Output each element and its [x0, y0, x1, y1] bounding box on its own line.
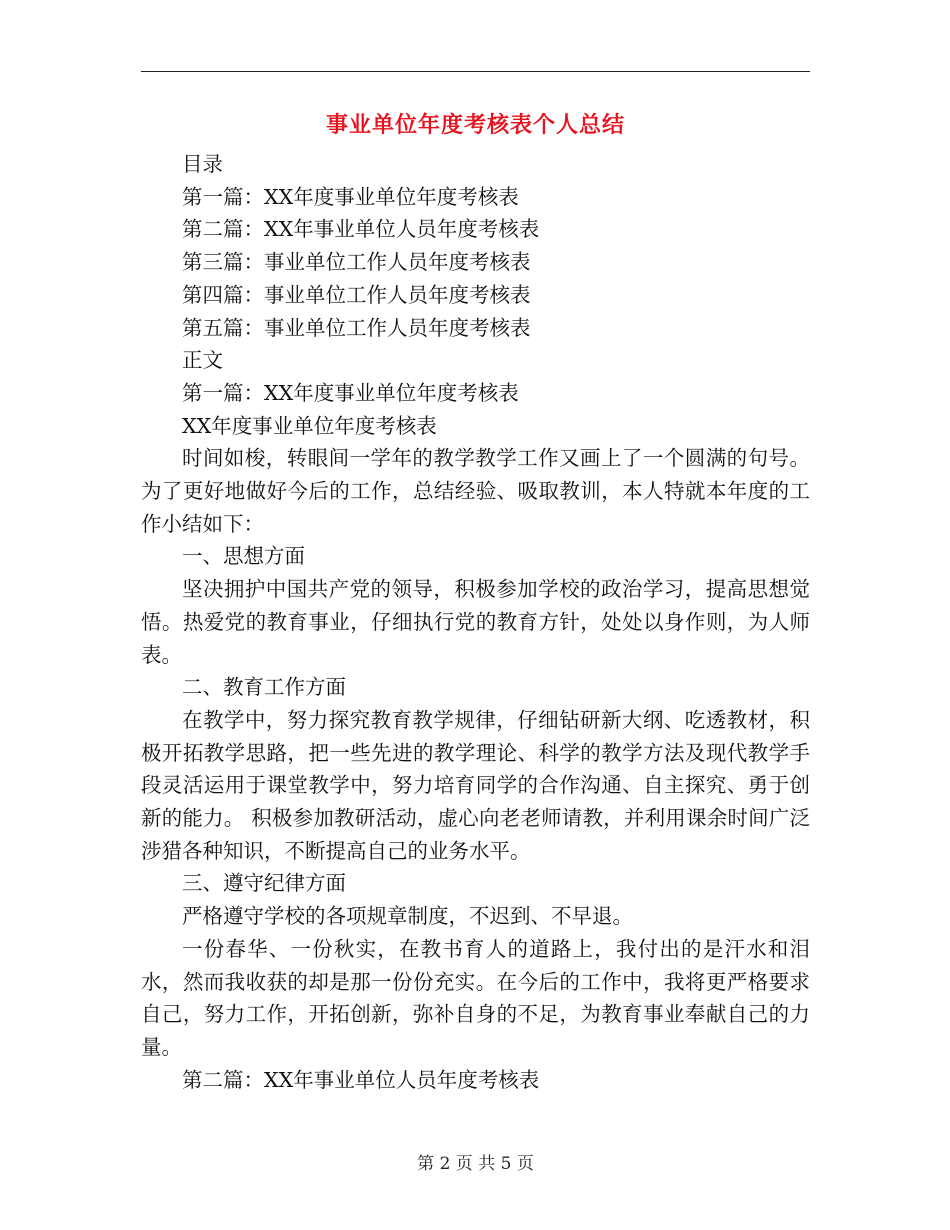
chapter-subtitle: XX年度事业单位年度考核表 [182, 413, 437, 438]
body-paragraph: 严格遵守学校的各项规章制度，不迟到、不早退。 [182, 904, 633, 929]
document-title: 事业单位年度考核表个人总结 [325, 113, 625, 138]
toc-item-5: 第五篇：事业单位工作人员年度考核表 [182, 315, 531, 340]
body-paragraph: 坚决拥护中国共产党的领导，积极参加学校的政治学习，提高思想觉悟。热爱党的教育事业，仔细执行党的教育方针，处处以身作则，为人师表。 [141, 577, 810, 667]
document-body [141, 148, 810, 1096]
toc-item-1: 第一篇：XX年度事业单位年度考核表 [182, 184, 519, 209]
section-heading: 二、教育工作方面 [182, 675, 346, 700]
toc-item-2: 第二篇：XX年事业单位人员年度考核表 [182, 217, 540, 242]
body-heading: 正文 [182, 348, 223, 373]
header-rule [141, 71, 810, 72]
page-footer: 第 2 页 共 5 页 [417, 1154, 534, 1174]
toc-heading: 目录 [182, 152, 223, 176]
chapter-heading: 第二篇：XX年事业单位人员年度考核表 [182, 1067, 540, 1092]
body-paragraph: 一份春华、一份秋实，在教书育人的道路上，我付出的是汗水和泪水，然而我收获的却是那一份份充实。在今后的工作中，我将更严格要求自己，努力工作，开拓创新，弥补自身的不足，为教育事业奉献自己的力量。 [141, 936, 810, 1059]
body-paragraph: 在教学中，努力探究教育教学规律，仔细钻研新大纲、吃透教材，积极开拓教学思路，把一些先进的教学理论、科学的教学方法及现代教学手段灵活运用于课堂教学中，努力培育同学的合作沟通、自主探究、勇于创新的能力。 积极参加教研活动，虚心向老老师请教，并利用课余时间广泛涉猎各种知识，不断提高自己的业务水平。 [141, 707, 810, 863]
toc-item-3: 第三篇：事业单位工作人员年度考核表 [182, 250, 531, 275]
chapter-heading: 第一篇：XX年度事业单位年度考核表 [182, 380, 519, 405]
toc-item-4: 第四篇：事业单位工作人员年度考核表 [182, 282, 531, 307]
section-heading: 三、遵守纪律方面 [182, 871, 346, 896]
section-heading: 一、思想方面 [182, 544, 305, 569]
body-paragraph: 时间如梭，转眼间一学年的教学教学工作又画上了一个圆满的句号。为了更好地做好今后的工作，总结经验、吸取教训，本人特就本年度的工作小结如下： [141, 446, 810, 536]
